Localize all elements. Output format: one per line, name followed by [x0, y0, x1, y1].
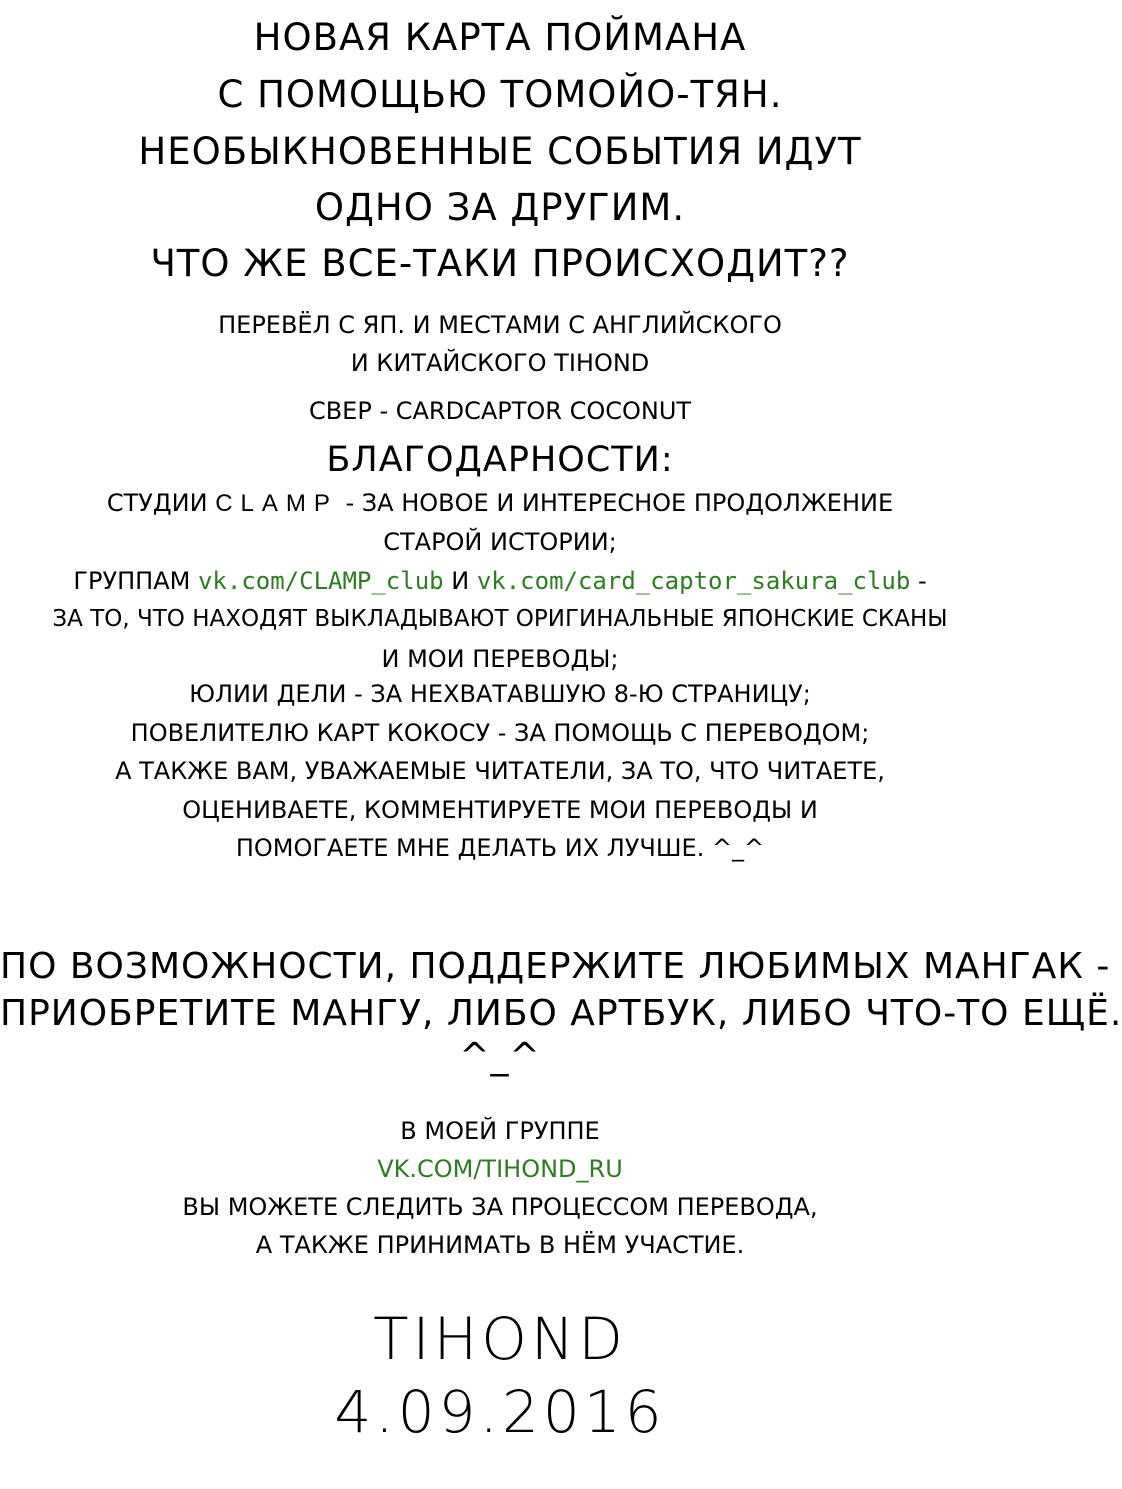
intro-line-4: ОДНО ЗА ДРУГИМ. [314, 186, 686, 229]
thanks-groups-line-3: И МОИ ПЕРЕВОДЫ; [381, 645, 619, 673]
support-smiley: ^_^ [459, 1036, 541, 1077]
translator-line-2: И КИТАЙСКОГО TIHOND [350, 349, 650, 377]
link-card-captor-sakura-club[interactable]: vk.com/card_captor_sakura_club [476, 567, 911, 595]
intro-line-2: С ПОМОЩЬЮ ТОМОЙО-ТЯН. [217, 73, 783, 116]
signature-date: 4.09.2016 [334, 1378, 666, 1446]
thanks-readers-1: А ТАКЖЕ ВАМ, УВАЖАЕМЫЕ ЧИТАТЕЛИ, ЗА ТО, ЧТО ЧИТАЕТЕ, [115, 757, 885, 785]
thanks-readers-3: ПОМОГАЕТЕ МНЕ ДЕЛАТЬ ИХ ЛУЧШЕ. ^_^ [235, 834, 765, 862]
group-line-4: А ТАКЖЕ ПРИНИМАТЬ В НЁМ УЧАСТИЕ. [255, 1231, 745, 1259]
thanks-groups-line [0, 567, 1000, 595]
link-tihond-ru[interactable]: VK.COM/TIHOND_RU [377, 1155, 623, 1183]
thanks-readers-2: ОЦЕНИВАЕТЕ, КОММЕНТИРУЕТЕ МОИ ПЕРЕВОДЫ И [182, 796, 818, 824]
thanks-groups-prefix: ГРУППАМ [73, 567, 198, 595]
thanks-coconut: ПОВЕЛИТЕЛЮ КАРТ КОКОСУ - ЗА ПОМОЩЬ С ПЕРЕВОДОМ; [130, 719, 870, 747]
translator-line-1: ПЕРЕВЁЛ С ЯП. И МЕСТАМИ С АНГЛИЙСКОГО [218, 311, 782, 339]
thanks-clamp-prefix: СТУДИИ [106, 489, 216, 517]
intro-line-5: ЧТО ЖЕ ВСЕ-ТАКИ ПРОИСХОДИТ?? [150, 242, 850, 285]
typesetter-line: СВЕР - CARDCAPTOR COCONUT [308, 397, 692, 425]
clamp-name: CLAMP [215, 490, 338, 517]
thanks-heading: БЛАГОДАРНОСТИ: [326, 440, 674, 480]
thanks-groups-suffix: - [910, 567, 927, 595]
support-line-2: ПРИОБРЕТИТЕ МАНГУ, ЛИБО АРТБУК, ЛИБО ЧТО-ТО ЕЩЁ. [0, 993, 1122, 1034]
link-clamp-club[interactable]: vk.com/CLAMP_club [197, 567, 444, 595]
group-line-1: В МОЕЙ ГРУППЕ [400, 1117, 600, 1145]
thanks-groups-line-2: ЗА ТО, ЧТО НАХОДЯТ ВЫКЛАДЫВАЮТ ОРИГИНАЛЬНЫЕ ЯПОНСКИЕ СКАНЫ [52, 606, 948, 632]
signature-name: TIHOND [373, 1305, 627, 1373]
thanks-clamp-line-2: СТАРОЙ ИСТОРИИ; [383, 528, 617, 556]
support-line-1: ПО ВОЗМОЖНОСТИ, ПОДДЕРЖИТЕ ЛЮБИМЫХ МАНГАК - [0, 946, 1111, 987]
intro-line-1: НОВАЯ КАРТА ПОЙМАНА [253, 16, 747, 59]
intro-line-3: НЕОБЫКНОВЕННЫЕ СОБЫТИЯ ИДУТ [138, 130, 862, 173]
thanks-clamp-line [0, 489, 1000, 518]
thanks-groups-and: И [443, 567, 477, 595]
group-line-3: ВЫ МОЖЕТЕ СЛЕДИТЬ ЗА ПРОЦЕССОМ ПЕРЕВОДА, [182, 1193, 818, 1221]
thanks-clamp-suffix: - ЗА НОВОЕ И ИНТЕРЕСНОЕ ПРОДОЛЖЕНИЕ [337, 489, 894, 517]
thanks-yulia: ЮЛИИ ДЕЛИ - ЗА НЕХВАТАВШУЮ 8-Ю СТРАНИЦУ; [189, 680, 811, 708]
